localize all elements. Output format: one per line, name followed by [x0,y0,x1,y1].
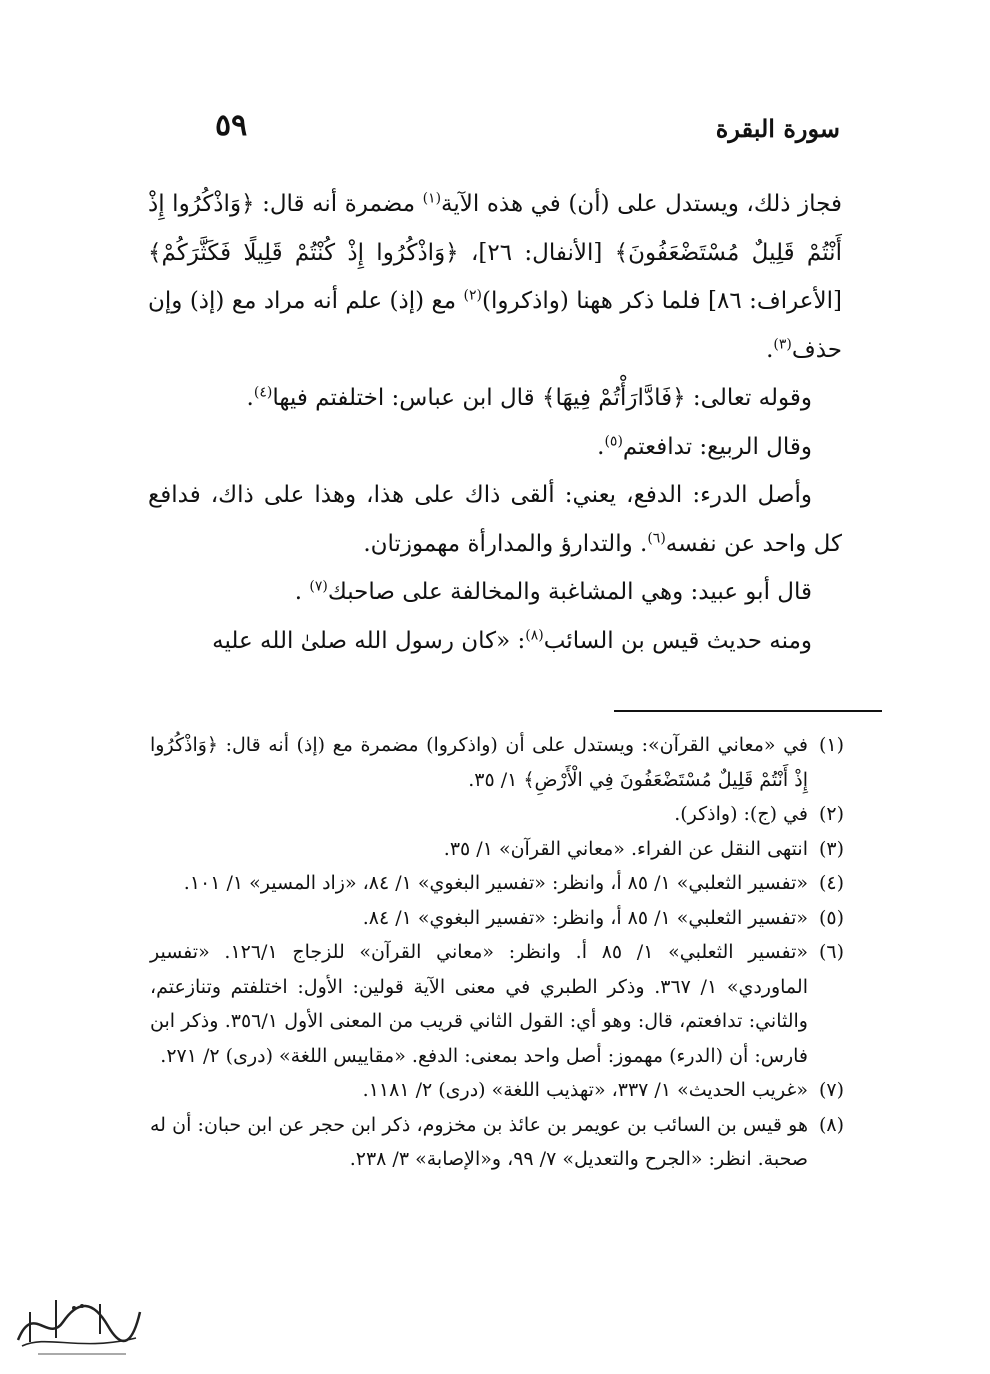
footnote-text: في (ج): (واذكر). [674,803,808,825]
footnote-number: (٧) [818,1079,844,1101]
footnote-text: «تفسير الثعلبي» ١/ ٨٥ أ، وانظر: «تفسير البغوي» ١/ ٨٤. [362,906,808,929]
page-number: ٥٩ [215,108,248,143]
footnote-number: (٥) [818,906,844,929]
footnote [150,901,844,936]
paragraph: وأصل الدرء: الدفع، يعني: ألقى ذاك على هذا، وهذا على ذاك، فدافع كل واحد عن نفسه$^{(٦)}$. والتدارؤ والمدارأة مهموزتان. [148,482,842,557]
paragraph: وقال الربيع: تدافعتم$^{(٥)}$. [597,432,812,460]
library-stamp-logo [8,1282,148,1362]
footnote-number: (٢) [818,803,844,825]
footnote [150,866,844,901]
footnote-ref: (٧) [309,578,328,595]
footnote-ref: (٨) [525,626,544,643]
footnote-separator [614,710,882,712]
paragraph: وقوله تعالى: ﴿فَادَّارَأْتُمْ فِيهَا﴾ قال ابن عباس: اختلفتم فيها$^{(٤)}$. [246,384,812,411]
footnote-ref: (٥) [604,432,623,449]
footnote [150,1108,844,1177]
footnotes [150,728,844,1177]
page-header [150,108,840,148]
paragraph: فجاز ذلك، ويستدل على (أن) في هذه الآية$^{(١)}$ مضمرة أنه قال: ﴿وَاذْكُرُوا إِذْ أَنْتُمْ قَلِيلٌ مُسْتَضْعَفُونَ﴾ [الأنفال: ٢٦]، ﴿وَاذْكُرُوا إِذْ كُنْتُمْ قَلِيلًا فَكَثَّرَكُمْ﴾ [الأعراف: ٨٦] فلما ذكر ههنا (واذكروا)$^{(٢)}$ مع (إذ) علم أنه مراد مع (إذ) وإن حذف$^{(٣)}$. [148,190,843,363]
footnote-text: في «معاني القرآن»: ويستدل على أن (واذكروا) مضمرة مع (إذ) أنه قال: ﴿وَاذْكُرُوا إِذْ أَنْتُمْ قَلِيلٌ مُسْتَضْعَفُونَ فِي الْأَرْضِ﴾ ١/ ٣٥. [150,734,808,791]
main-text [148,180,842,665]
footnote [150,935,844,1073]
footnote [150,797,844,832]
footnote [150,832,844,867]
footnote-number: (٣) [818,837,844,860]
footnote-text: انتهى النقل عن الفراء. «معاني القرآن» ١/ ٣٥. [443,837,808,860]
paragraph: قال أبو عبيد: وهي المشاغبة والمخالفة على صاحبك$^{(٧)}$ . [294,578,812,605]
surah-title: سورة البقرة [715,114,840,143]
footnote-text: «تفسير الثعلبي» ١/ ٨٥ أ، وانظر: «تفسير البغوي» ١/ ٨٤، «زاد المسير» ١/ ١٠١. [183,872,808,894]
footnote-ref: (٣) [773,335,792,352]
footnote-number: (١) [818,734,844,756]
footnote-number: (٨) [818,1113,844,1136]
footnote [150,728,844,797]
footnote-number: (٦) [818,941,844,963]
footnote [150,1073,844,1108]
footnote-ref: (٦) [647,529,666,546]
paragraph: ومنه حديث قيس بن السائب$^{(٨)}$: «كان رسول الله صلىٰ الله عليه [212,626,812,654]
footnote-text: هو قيس بن السائب بن عويمر بن عائذ بن مخزوم، ذكر ابن حجر عن ابن حبان: أن له صحبة. انظر: «الجرح والتعديل» ٧/ ٩٩، و«الإصابة» ٣/ ٢٣٨. [150,1113,808,1170]
footnote-ref: (٤) [253,384,273,401]
footnote-number: (٤) [818,872,844,894]
footnote-ref: (١) [422,190,442,207]
footnote-text: «تفسير الثعلبي» ١/ ٨٥ أ. وانظر: «معاني القرآن» للزجاج ١٢٦/١. «تفسير الماوردي» ١/ ٣٦٧. وذكر الطبري في معنى الآية قولين: الأول: اختلفتم وتنازعتم، والثاني: تدافعتم، قال: وهو أي: القول الثاني قريب من المعنى الأول ٣٥٦/١. وذكر ابن فارس: أن (الدرء) مهموز: أصل واحد بمعنى: الدفع. «مقاييس اللغة» (درى) ٢/ ٢٧١. [150,941,808,1067]
footnote-ref: (٢) [463,287,482,304]
footnote-text: «غريب الحديث» ١/ ٣٣٧، «تهذيب اللغة» (درى) ٢/ ١١٨١. [362,1079,808,1101]
